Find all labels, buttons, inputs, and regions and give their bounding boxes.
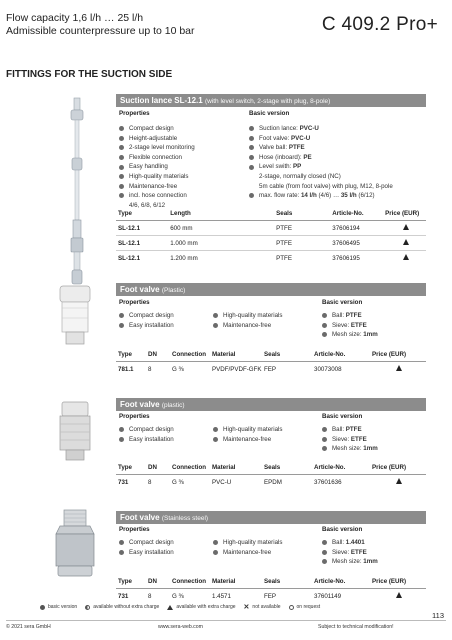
flow-capacity-text: Flow capacity 1,6 l/h … 25 l/h xyxy=(6,12,144,24)
col-header: Article-No. xyxy=(314,577,346,585)
properties-heading: Properties xyxy=(119,526,150,533)
dn-cell: 8 xyxy=(146,589,170,604)
foot-valve-subtitle: (Stainless steel) xyxy=(161,515,209,522)
suction-lance-subtitle: (with level switch, 2-stage with plug, 8-pole) xyxy=(204,98,331,105)
bullet-icon xyxy=(249,145,254,150)
foot-valve-table xyxy=(116,460,426,489)
list-item: Easy installation xyxy=(119,435,174,445)
type-cell: 781.1 xyxy=(116,362,146,377)
list-item: Maintenance-free xyxy=(213,548,283,558)
col-header: Seals xyxy=(264,577,281,585)
col-header: DN xyxy=(148,577,157,585)
price-cell xyxy=(383,236,426,251)
bullet-icon xyxy=(119,174,124,179)
material-cell: PVDF/PVDF-GFK xyxy=(210,362,262,377)
on-request-triangle-icon xyxy=(396,365,402,371)
col-header: DN xyxy=(148,350,157,358)
list-item: High-quality materials xyxy=(119,172,195,182)
bullet-icon xyxy=(119,184,124,189)
disclaimer-text: Subject to technical modification! xyxy=(318,624,394,630)
foot-valve-subtitle: (plastic) xyxy=(161,402,185,409)
suction-lance-properties xyxy=(119,124,195,210)
table-row xyxy=(116,589,426,604)
list-item: incl. hose connection xyxy=(119,191,195,201)
website-link[interactable]: www.sera-web.com xyxy=(158,624,203,630)
foot-valve-title: Foot valve xyxy=(120,285,160,294)
col-header: Type xyxy=(118,463,132,471)
suction-lance-basic-version xyxy=(249,124,393,201)
connection-cell: G ⅜ xyxy=(170,475,210,490)
counterpressure-text: Admissible counterpressure up to 10 bar xyxy=(6,25,195,37)
col-header: DN xyxy=(148,463,157,471)
bullet-icon xyxy=(119,313,124,318)
legend xyxy=(40,604,320,610)
price-cell xyxy=(370,475,426,490)
legend-not-available: ✕ not available xyxy=(243,603,281,611)
basic-version-heading: Basic version xyxy=(322,526,363,533)
suction-lance-title: Suction lance SL-12.1 xyxy=(120,96,203,105)
bullet-icon xyxy=(322,559,327,564)
price-cell xyxy=(370,589,426,604)
bullet-icon xyxy=(213,427,218,432)
length-cell: 1.200 mm xyxy=(168,251,274,266)
bullet-icon xyxy=(322,313,327,318)
col-header: Seals xyxy=(264,463,281,471)
bullet-icon xyxy=(249,126,254,131)
type-cell: 731 xyxy=(116,475,146,490)
list-item: Compact design xyxy=(119,124,195,134)
bullet-icon xyxy=(119,136,124,141)
foot-valve-title: Foot valve xyxy=(120,513,160,522)
article-cell: 37601636 xyxy=(312,475,370,490)
seals-cell: EPDM xyxy=(262,475,312,490)
bullet-icon xyxy=(119,427,124,432)
list-item: Compact design xyxy=(119,311,174,321)
price-cell xyxy=(383,221,426,236)
legend-on-request: on request xyxy=(289,604,321,610)
article-cell: 37606195 xyxy=(330,251,383,266)
bullet-icon xyxy=(119,145,124,150)
list-item: Hose (inboard): PE xyxy=(249,153,393,163)
half-dot-icon xyxy=(85,605,90,610)
list-item: Maintenance-free xyxy=(119,182,195,192)
list-item: Height-adjustable xyxy=(119,134,195,144)
section-title: FITTINGS FOR THE SUCTION SIDE xyxy=(6,69,173,80)
table-row xyxy=(116,475,426,490)
foot-valve-pvc-photo xyxy=(54,400,96,462)
on-request-triangle-icon xyxy=(403,224,409,230)
connection-cell: G ⅜ xyxy=(170,362,210,377)
properties-list-1 xyxy=(119,425,174,444)
col-header: Connection xyxy=(172,350,207,358)
article-cell: 37606495 xyxy=(330,236,383,251)
properties-list-2 xyxy=(213,538,283,557)
bullet-icon xyxy=(213,313,218,318)
bullet-icon xyxy=(119,126,124,131)
suction-lance-table xyxy=(116,206,426,265)
article-cell: 37606194 xyxy=(330,221,383,236)
list-item: Easy installation xyxy=(119,548,174,558)
on-request-triangle-icon xyxy=(396,478,402,484)
bullet-icon xyxy=(119,437,124,442)
basic-version-list xyxy=(322,311,378,340)
suction-lance-photo xyxy=(62,96,92,288)
type-cell: SL-12.1 xyxy=(116,236,168,251)
list-item-continuation: 4/6, 6/8, 6/12 xyxy=(129,201,166,209)
list-item: Mesh size: 1mm xyxy=(322,444,378,454)
foot-valve-title-bar xyxy=(116,398,426,411)
copyright-text: © 2021 sera GmbH xyxy=(6,624,51,630)
foot-valve-table xyxy=(116,574,426,603)
col-header: Article-No. xyxy=(332,209,364,217)
bullet-icon xyxy=(322,446,327,451)
col-header: Seals xyxy=(264,350,281,358)
bullet-icon xyxy=(322,540,327,545)
suction-lance-title-bar xyxy=(116,94,426,107)
article-cell: 30073008 xyxy=(312,362,370,377)
list-item: Valve ball: PTFE xyxy=(249,143,393,153)
bullet-icon xyxy=(322,332,327,337)
properties-heading: Properties xyxy=(119,110,150,117)
table-row xyxy=(116,236,426,251)
list-item: Compact design xyxy=(119,538,174,548)
col-header: Material xyxy=(212,577,236,585)
list-item: 2-stage level monitoring xyxy=(119,143,195,153)
legend-basic: basic version xyxy=(40,604,77,610)
col-header: Article-No. xyxy=(314,350,346,358)
bullet-icon xyxy=(119,323,124,328)
connection-cell: G ⅜ xyxy=(170,589,210,604)
list-item: Ball: PTFE xyxy=(322,311,378,321)
table-row xyxy=(116,221,426,236)
list-item: Sieve: ETFE xyxy=(322,321,378,331)
properties-list-2 xyxy=(213,425,283,444)
table-header-row xyxy=(116,460,426,475)
col-header: Seals xyxy=(276,209,293,217)
col-header: Price (EUR) xyxy=(372,350,407,358)
list-item: Mesh size: 1mm xyxy=(322,557,378,567)
col-header: Price (EUR) xyxy=(372,577,407,585)
list-item: Easy installation xyxy=(119,321,174,331)
foot-valve-title-bar xyxy=(116,283,426,296)
list-item: Suction lance: PVC-U xyxy=(249,124,393,134)
list-item: High-quality materials xyxy=(213,311,283,321)
list-item: Easy handling xyxy=(119,162,195,172)
material-cell: PVC-U xyxy=(210,475,262,490)
bullet-icon xyxy=(119,193,124,198)
col-header: Connection xyxy=(172,463,207,471)
list-item: Flexible connection xyxy=(119,153,195,163)
col-header: Connection xyxy=(172,577,207,585)
list-item: Ball: PTFE xyxy=(322,425,378,435)
list-item: max. flow rate: 14 l/h (4/6) … 35 l/h (6/12) xyxy=(249,191,393,201)
list-item: Mesh size: 1mm xyxy=(322,330,378,340)
col-header: Material xyxy=(212,350,236,358)
triangle-icon xyxy=(167,605,173,610)
bullet-icon xyxy=(119,155,124,160)
bullet-icon xyxy=(119,540,124,545)
col-header: Price (EUR) xyxy=(372,463,407,471)
list-item: High-quality materials xyxy=(213,425,283,435)
seals-cell: FEP xyxy=(262,589,312,604)
foot-valve-table xyxy=(116,347,426,376)
bullet-icon xyxy=(322,437,327,442)
properties-list-1 xyxy=(119,311,174,330)
basic-version-heading: Basic version xyxy=(322,299,363,306)
circle-icon xyxy=(289,605,294,610)
table-row xyxy=(116,362,426,377)
properties-heading: Properties xyxy=(119,299,150,306)
foot-valve-title-bar xyxy=(116,511,426,524)
list-item-continuation: 5m cable (from foot valve) with plug, M12, 8-pole xyxy=(259,182,393,190)
bullet-icon xyxy=(213,437,218,442)
list-item: Maintenance-free xyxy=(213,435,283,445)
seals-cell: PTFE xyxy=(274,251,330,266)
properties-heading: Properties xyxy=(119,413,150,420)
price-cell xyxy=(370,362,426,377)
legend-with-charge: available with extra charge xyxy=(167,604,235,610)
filled-dot-icon xyxy=(40,605,45,610)
list-item: Compact design xyxy=(119,425,174,435)
type-cell: SL-12.1 xyxy=(116,251,168,266)
type-cell: 731 xyxy=(116,589,146,604)
page-number: 113 xyxy=(432,611,444,620)
col-header: Length xyxy=(170,209,191,217)
bullet-icon xyxy=(213,323,218,328)
list-item: Level swith: PP xyxy=(249,162,393,172)
table-header-row xyxy=(116,347,426,362)
list-item: Foot valve: PVC-U xyxy=(249,134,393,144)
basic-version-list xyxy=(322,538,378,567)
col-header: Article-No. xyxy=(314,463,346,471)
bullet-icon xyxy=(322,427,327,432)
col-header: Type xyxy=(118,350,132,358)
bullet-icon xyxy=(322,550,327,555)
list-item-continuation: 2-stage, normally closed (NC) xyxy=(259,172,341,180)
footer-divider xyxy=(6,620,446,621)
price-cell xyxy=(383,251,426,266)
bullet-icon xyxy=(213,550,218,555)
col-header: Material xyxy=(212,463,236,471)
seals-cell: PTFE xyxy=(274,221,330,236)
table-row xyxy=(116,251,426,266)
article-cell: 37601149 xyxy=(312,589,370,604)
product-title: C 409.2 Pro+ xyxy=(321,14,438,35)
list-item: Sieve: ETFE xyxy=(322,435,378,445)
bullet-icon xyxy=(119,165,124,170)
basic-version-heading: Basic version xyxy=(249,110,290,117)
dn-cell: 8 xyxy=(146,362,170,377)
basic-version-heading: Basic version xyxy=(322,413,363,420)
on-request-triangle-icon xyxy=(396,592,402,598)
bullet-icon xyxy=(249,136,254,141)
seals-cell: PTFE xyxy=(274,236,330,251)
col-header: Type xyxy=(118,577,132,585)
cross-icon: ✕ xyxy=(243,603,250,611)
list-item: Ball: 1.4401 xyxy=(322,538,378,548)
bullet-icon xyxy=(249,165,254,170)
basic-version-list xyxy=(322,425,378,454)
bullet-icon xyxy=(213,540,218,545)
dn-cell: 8 xyxy=(146,475,170,490)
on-request-triangle-icon xyxy=(403,239,409,245)
table-header-row xyxy=(116,206,426,221)
bullet-icon xyxy=(322,323,327,328)
col-header: Price (EUR) xyxy=(385,209,420,217)
foot-valve-pvdf-photo xyxy=(52,284,98,350)
col-header: Type xyxy=(118,209,132,217)
length-cell: 1.000 mm xyxy=(168,236,274,251)
properties-list-1 xyxy=(119,538,174,557)
list-item: Sieve: ETFE xyxy=(322,548,378,558)
bullet-icon xyxy=(249,193,254,198)
foot-valve-title: Foot valve xyxy=(120,400,160,409)
type-cell: SL-12.1 xyxy=(116,221,168,236)
properties-list-2 xyxy=(213,311,283,330)
legend-without-charge: available without extra charge xyxy=(85,604,159,610)
list-item: Maintenance-free xyxy=(213,321,283,331)
foot-valve-steel-photo xyxy=(50,508,100,580)
bullet-icon xyxy=(249,155,254,160)
header-subtitle xyxy=(6,12,195,38)
on-request-triangle-icon xyxy=(403,254,409,260)
foot-valve-subtitle: (Plastic) xyxy=(161,287,186,294)
table-header-row xyxy=(116,574,426,589)
material-cell: 1.4571 xyxy=(210,589,262,604)
bullet-icon xyxy=(119,550,124,555)
length-cell: 600 mm xyxy=(168,221,274,236)
list-item: High-quality materials xyxy=(213,538,283,548)
seals-cell: FEP xyxy=(262,362,312,377)
